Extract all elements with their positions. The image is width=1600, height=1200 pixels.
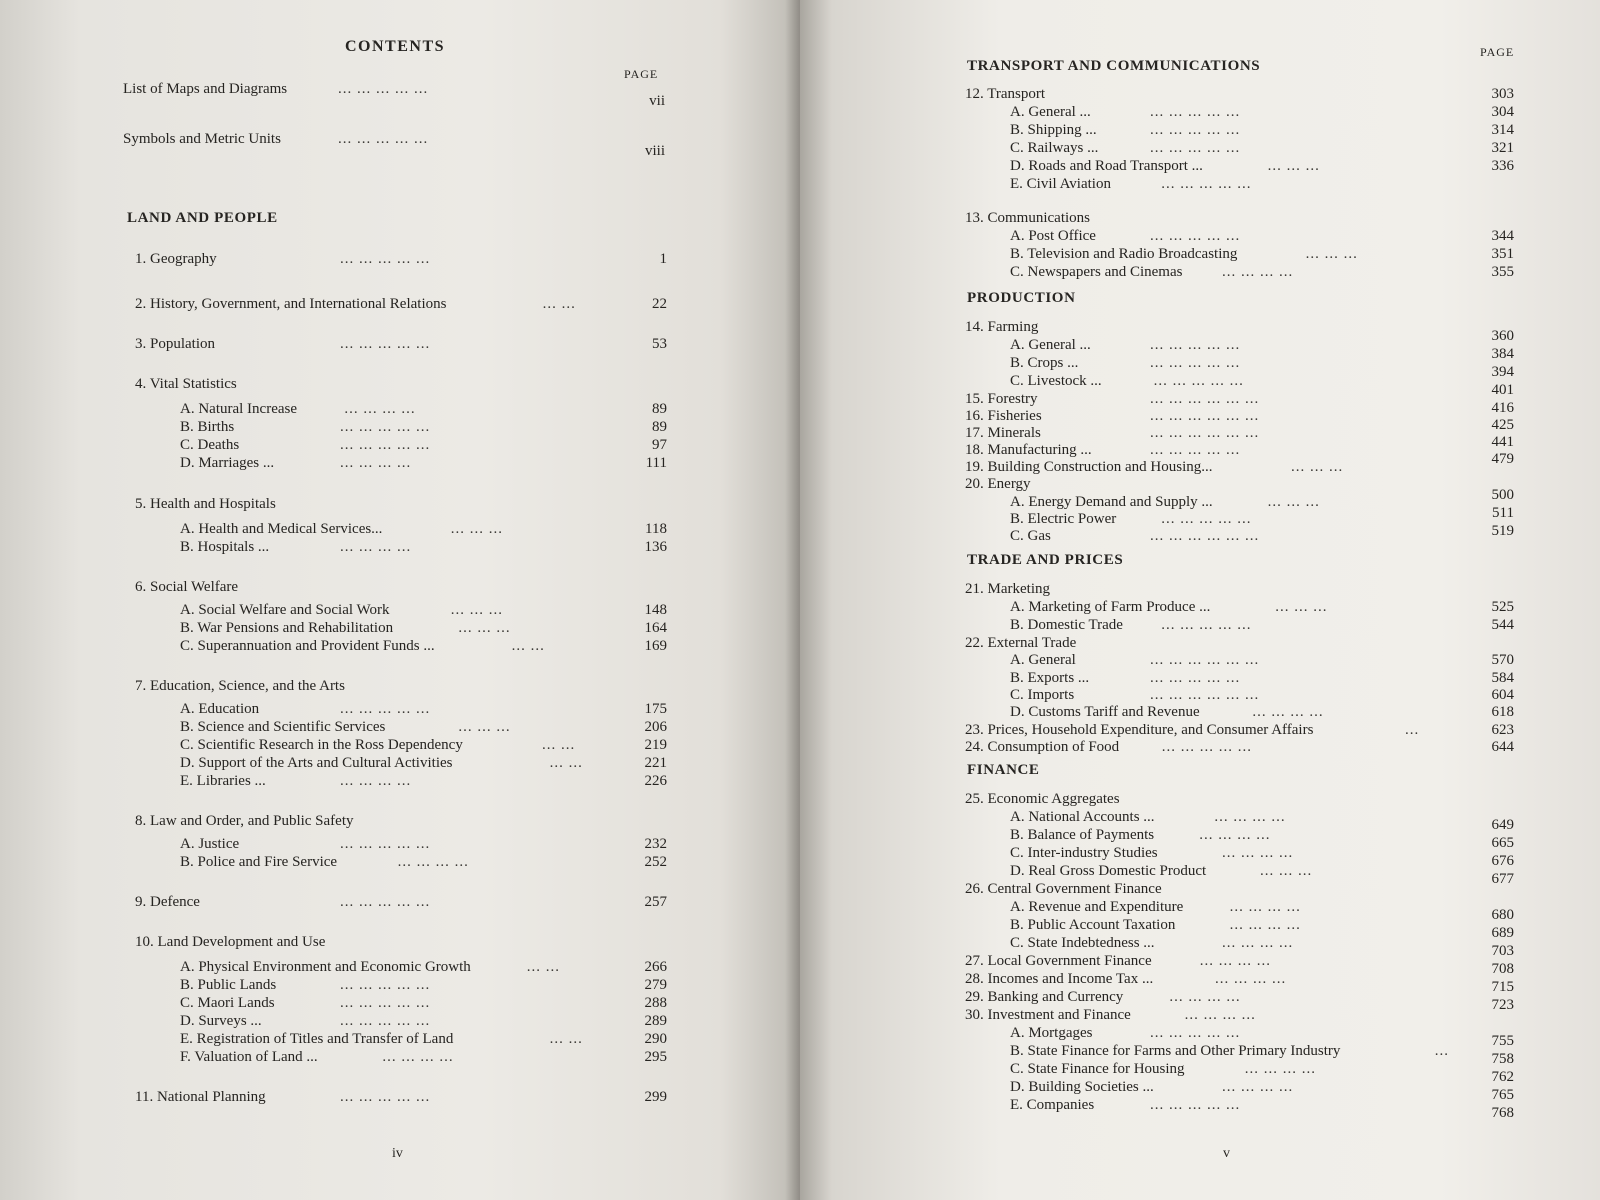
entry-leader-dots: ... ... ... ... ... (340, 437, 431, 453)
entry-title: 12. Transport (965, 86, 1046, 102)
entry-page-number: 394 (1491, 364, 1514, 380)
entry-leader-dots: ... ... ... ... (1169, 989, 1241, 1005)
entry-title: 28. Incomes and Income Tax ... (965, 971, 1154, 987)
entry-page-number: 314 (1491, 122, 1514, 138)
entry-leader-dots: ... ... ... ... (1222, 935, 1294, 951)
entry-title: 27. Local Government Finance (965, 953, 1152, 969)
entry-leader-dots: ... ... ... ... ... ... (1150, 408, 1260, 424)
entry-leader-dots: ... ... ... ... ... (1161, 176, 1252, 192)
entry-page-number: 351 (1491, 246, 1514, 262)
entry-leader-dots: ... ... ... ... (1184, 1007, 1256, 1023)
entry-leader-dots: ... ... ... ... ... (1150, 104, 1241, 120)
entry-leader-dots: ... ... ... ... (340, 539, 412, 555)
entry-page-number: 479 (1491, 451, 1514, 467)
entry-leader-dots: ... ... ... ... (340, 455, 412, 471)
entry-title: 29. Banking and Currency (965, 989, 1124, 1005)
entry-title: 3. Population (135, 336, 216, 352)
entry-title: 14. Farming (965, 319, 1039, 335)
entry-leader-dots: ... ... ... ... ... (340, 836, 431, 852)
entry-title: C. Gas (1010, 528, 1051, 544)
entry-leader-dots: ... ... ... (458, 719, 511, 735)
entry-leader-dots: ... ... ... ... ... (1150, 442, 1241, 458)
entry-leader-dots: ... ... ... ... ... (1150, 228, 1241, 244)
entry-title: E. Libraries ... (180, 773, 266, 789)
entry-page-number: 584 (1491, 670, 1514, 686)
entry-leader-dots: ... ... ... ... ... (338, 131, 429, 147)
entry-leader-dots: ... ... ... ... (1199, 827, 1271, 843)
entry-leader-dots: ... ... ... (1267, 158, 1320, 174)
entry-page-number: 703 (1491, 943, 1514, 959)
entry-page-number: 768 (1491, 1105, 1514, 1121)
entry-page-number: 89 (652, 401, 667, 417)
entry-leader-dots: ... ... ... ... ... ... (1150, 687, 1260, 703)
entry-page-number: 257 (644, 894, 667, 910)
entry-leader-dots: ... ... ... ... (1252, 704, 1324, 720)
entry-leader-dots: ... ... ... ... (1222, 1079, 1294, 1095)
entry-page-number: 677 (1491, 871, 1514, 887)
entry-title: B. Police and Fire Service (180, 854, 338, 870)
entry-title: 24. Consumption of Food (965, 739, 1120, 755)
entry-leader-dots: ... ... ... ... ... (1150, 355, 1241, 371)
entry-page-number: 604 (1491, 687, 1514, 703)
entry-page-number: 384 (1491, 346, 1514, 362)
entry-leader-dots: ... ... ... ... ... ... (1150, 528, 1260, 544)
entry-title: 26. Central Government Finance (965, 881, 1162, 897)
entry-leader-dots: ... ... ... ... ... (1161, 617, 1252, 633)
entry-page-number: 136 (644, 539, 667, 555)
entry-page-number: 118 (645, 521, 667, 537)
entry-page-number: 765 (1491, 1087, 1514, 1103)
entry-title: B. Exports ... (1010, 670, 1090, 686)
entry-title: D. Surveys ... (180, 1013, 262, 1029)
entry-title: A. Energy Demand and Supply ... (1010, 494, 1213, 510)
entry-title: 1. Geography (135, 251, 217, 267)
entry-title: 6. Social Welfare (135, 579, 239, 595)
entry-leader-dots: ... ... ... ... (1215, 971, 1287, 987)
entry-page-number: 755 (1491, 1033, 1514, 1049)
entry-title: 15. Forestry (965, 391, 1038, 407)
entry-page-number: 303 (1491, 86, 1514, 102)
entry-title: 18. Manufacturing ... (965, 442, 1092, 458)
entry-title: B. Crops ... (1010, 355, 1079, 371)
entry-leader-dots: ... ... ... ... ... ... (1150, 652, 1260, 668)
entry-title: 9. Defence (135, 894, 200, 910)
entry-leader-dots: ... ... ... ... (1229, 899, 1301, 915)
entry-title: D. Support of the Arts and Cultural Activities (180, 755, 453, 771)
entry-title: B. Electric Power (1010, 511, 1117, 527)
page-column-label: PAGE (1480, 45, 1515, 59)
entry-leader-dots: ... ... ... ... ... (1150, 337, 1241, 353)
entry-title: 16. Fisheries (965, 408, 1042, 424)
entry-leader-dots: ... ... ... ... ... (340, 336, 431, 352)
entry-page-number: 169 (644, 638, 667, 654)
entry-title: A. General ... (1010, 104, 1091, 120)
entry-title: A. Marketing of Farm Produce ... (1010, 599, 1211, 615)
entry-leader-dots: ... ... (542, 296, 576, 312)
entry-title: 25. Economic Aggregates (965, 791, 1120, 807)
entry-title: 2. History, Government, and International Relations (135, 296, 447, 312)
entry-leader-dots: ... ... ... ... ... (338, 81, 429, 97)
entry-leader-dots: ... ... ... (458, 620, 511, 636)
entry-page-number: 680 (1491, 907, 1514, 923)
entry-page-number: 336 (1491, 158, 1514, 174)
entry-page-number: 689 (1491, 925, 1514, 941)
section-heading: TRADE AND PRICES (967, 552, 1124, 568)
page-number-v: v (1223, 1146, 1230, 1161)
entry-title: 21. Marketing (965, 581, 1050, 597)
entry-page-number: 175 (644, 701, 667, 717)
entry-page-number: 762 (1491, 1069, 1514, 1085)
entry-leader-dots: ... ... ... ... ... (1150, 1025, 1241, 1041)
entry-page-number: 288 (644, 995, 667, 1011)
entry-title: D. Marriages ... (180, 455, 275, 471)
entry-leader-dots: ... ... ... ... ... (340, 251, 431, 267)
entry-leader-dots: ... ... ... ... ... (1150, 670, 1241, 686)
entry-title: E. Registration of Titles and Transfer of Land (180, 1031, 454, 1047)
entry-leader-dots: ... ... ... (1275, 599, 1328, 615)
entry-leader-dots: ... ... ... ... ... ... (1150, 391, 1260, 407)
entry-page-number: 97 (652, 437, 667, 453)
entry-title: E. Civil Aviation (1010, 176, 1111, 192)
entry-page-number: 511 (1492, 505, 1514, 521)
entry-page-number: 290 (644, 1031, 667, 1047)
entry-leader-dots: ... ... ... (1305, 246, 1358, 262)
entry-title: A. Education (180, 701, 260, 717)
entry-title: List of Maps and Diagrams (123, 81, 288, 97)
entry-leader-dots: ... ... ... ... ... (340, 894, 431, 910)
entry-title: C. State Indebtedness ... (1010, 935, 1155, 951)
contents-heading: CONTENTS (344, 38, 446, 55)
entry-title: D. Roads and Road Transport ... (1010, 158, 1203, 174)
entry-leader-dots: ... ... ... ... (397, 854, 469, 870)
entry-title: E. Companies (1010, 1097, 1095, 1113)
entry-page-number: 226 (644, 773, 667, 789)
entry-page-number: 344 (1491, 228, 1514, 244)
entry-page-number: 148 (644, 602, 667, 618)
entry-leader-dots: ... ... ... (1267, 494, 1320, 510)
entry-title: A. Mortgages (1010, 1025, 1093, 1041)
entry-title: B. Science and Scientific Services (180, 719, 386, 735)
entry-page-number: 525 (1491, 599, 1514, 615)
entry-title: C. Imports (1010, 687, 1075, 703)
entry-leader-dots: ... ... ... ... ... (340, 995, 431, 1011)
entry-leader-dots: ... ... ... ... (340, 773, 412, 789)
entry-title: B. Domestic Trade (1010, 617, 1123, 633)
entry-title: 4. Vital Statistics (135, 376, 237, 392)
entry-leader-dots: ... ... ... ... ... (340, 1013, 431, 1029)
entry-title: C. Deaths (180, 437, 240, 453)
section-heading: TRANSPORT AND COMMUNICATIONS (967, 58, 1261, 74)
entry-page-number: 416 (1491, 400, 1514, 416)
entry-title: 23. Prices, Household Expenditure, and Consumer Affairs (965, 722, 1314, 738)
entry-leader-dots: ... ... ... ... (1229, 917, 1301, 933)
entry-leader-dots: ... ... ... ... ... (1150, 122, 1241, 138)
entry-title: D. Customs Tariff and Revenue (1010, 704, 1200, 720)
entry-page-number: 570 (1491, 652, 1514, 668)
entry-leader-dots: ... ... ... ... (382, 1049, 454, 1065)
entry-page-number: 544 (1491, 617, 1514, 633)
entry-title: 5. Health and Hospitals (135, 496, 276, 512)
entry-title: B. Television and Radio Broadcasting (1010, 246, 1238, 262)
entry-title: A. Justice (180, 836, 240, 852)
entry-leader-dots: ... ... ... ... ... (1153, 373, 1244, 389)
entry-title: A. General (1010, 652, 1076, 668)
entry-page-number: 289 (644, 1013, 667, 1029)
entry-leader-dots: ... ... (511, 638, 545, 654)
entry-page-number: 715 (1491, 979, 1514, 995)
entry-leader-dots: ... ... ... ... ... (340, 1089, 431, 1105)
entry-page-number: 500 (1491, 487, 1514, 503)
entry-title: C. Superannuation and Provident Funds ... (180, 638, 435, 654)
entry-title: A. General ... (1010, 337, 1091, 353)
entry-page-number: 89 (652, 419, 667, 435)
entry-leader-dots: ... ... ... ... (1222, 264, 1294, 280)
entry-leader-dots: ... (1434, 1043, 1450, 1059)
entry-page-number: 360 (1491, 328, 1514, 344)
entry-title: B. War Pensions and Rehabilitation (180, 620, 394, 636)
entry-leader-dots: ... ... ... ... (1214, 809, 1286, 825)
entry-title: B. Shipping ... (1010, 122, 1097, 138)
entry-leader-dots: ... ... ... (450, 602, 504, 618)
entry-page-number: 22 (652, 296, 667, 312)
entry-title: 13. Communications (965, 210, 1090, 226)
entry-page-number: 623 (1491, 722, 1514, 738)
entry-title: 20. Energy (965, 476, 1031, 492)
right-page (800, 0, 1600, 1200)
entry-title: C. Maori Lands (180, 995, 275, 1011)
entry-page-number: 644 (1491, 739, 1514, 755)
entry-leader-dots: ... ... ... ... ... (340, 419, 431, 435)
entry-leader-dots: ... ... ... ... (1199, 953, 1272, 969)
entry-page-number: 519 (1491, 523, 1514, 539)
entry-title: B. Public Lands (180, 977, 277, 993)
entry-title: C. Scientific Research in the Ross Dependency (180, 737, 463, 753)
entry-title: 7. Education, Science, and the Arts (135, 678, 345, 694)
entry-page-number: 649 (1491, 817, 1514, 833)
entry-leader-dots: ... ... ... ... (1222, 845, 1294, 861)
entry-title: Symbols and Metric Units (123, 131, 281, 147)
page-number-iv: iv (392, 1146, 403, 1161)
section-heading: FINANCE (967, 762, 1040, 778)
entry-page-number: vii (649, 93, 665, 109)
entry-page-number: 232 (644, 836, 667, 852)
entry-title: A. Revenue and Expenditure (1010, 899, 1184, 915)
entry-title: A. Post Office (1010, 228, 1096, 244)
section-heading-land-and-people: LAND AND PEOPLE (127, 210, 278, 226)
entry-page-number: 111 (645, 455, 667, 471)
entry-page-number: 758 (1491, 1051, 1514, 1067)
entry-page-number: 708 (1491, 961, 1514, 977)
entry-leader-dots: ... ... ... ... ... (1161, 511, 1252, 527)
entry-page-number: 206 (644, 719, 667, 735)
entry-leader-dots: ... ... ... ... (1244, 1061, 1317, 1077)
entry-page-number: 266 (644, 959, 667, 975)
entry-title: B. Hospitals ... (180, 539, 270, 555)
entry-page-number: 1 (659, 251, 667, 267)
entry-title: B. Births (180, 419, 235, 435)
entry-title: A. Physical Environment and Economic Growth (180, 959, 471, 975)
entry-title: 11. National Planning (135, 1089, 266, 1105)
entry-leader-dots: ... ... (549, 755, 583, 771)
entry-title: 30. Investment and Finance (965, 1007, 1131, 1023)
entry-page-number: 304 (1491, 104, 1514, 120)
entry-title: F. Valuation of Land ... (180, 1049, 318, 1065)
entry-page-number: 299 (644, 1089, 667, 1105)
entry-page-number: viii (644, 143, 665, 159)
entry-title: 10. Land Development and Use (135, 934, 326, 950)
entry-leader-dots: ... ... (542, 737, 576, 753)
entry-title: B. Balance of Payments (1010, 827, 1155, 843)
entry-title: B. State Finance for Farms and Other Primary Industry (1010, 1043, 1341, 1059)
entry-title: A. National Accounts ... (1010, 809, 1155, 825)
entry-title: B. Public Account Taxation (1010, 917, 1176, 933)
entry-page-number: 221 (644, 755, 667, 771)
entry-page-number: 164 (644, 620, 667, 636)
entry-page-number: 618 (1491, 704, 1514, 720)
entry-leader-dots: ... (1405, 722, 1420, 738)
entry-leader-dots: ... ... ... ... ... (1150, 1097, 1241, 1113)
entry-title: 8. Law and Order, and Public Safety (135, 813, 354, 829)
entry-page-number: 219 (644, 737, 667, 753)
entry-title: C. Newspapers and Cinemas (1010, 264, 1183, 280)
entry-title: 17. Minerals (965, 425, 1041, 441)
entry-leader-dots: ... ... (549, 1031, 583, 1047)
entry-title: D. Real Gross Domestic Product (1010, 863, 1207, 879)
entry-leader-dots: ... ... ... ... ... (340, 977, 431, 993)
entry-page-number: 321 (1491, 140, 1514, 156)
entry-page-number: 665 (1491, 835, 1514, 851)
entry-page-number: 723 (1491, 997, 1514, 1013)
entry-title: C. Inter-industry Studies (1010, 845, 1158, 861)
entry-page-number: 355 (1491, 264, 1514, 280)
entry-page-number: 295 (644, 1049, 667, 1065)
entry-page-number: 252 (644, 854, 667, 870)
entry-title: C. Railways ... (1010, 140, 1099, 156)
entry-title: 19. Building Construction and Housing... (965, 459, 1213, 475)
entry-leader-dots: ... ... ... ... ... (1150, 140, 1241, 156)
entry-title: A. Social Welfare and Social Work (180, 602, 390, 618)
entry-leader-dots: ... ... ... ... ... ... (1150, 425, 1260, 441)
entry-title: D. Building Societies ... (1010, 1079, 1154, 1095)
entry-page-number: 676 (1491, 853, 1514, 869)
entry-page-number: 53 (652, 336, 667, 352)
page-column-label: PAGE (624, 67, 659, 81)
entry-leader-dots: ... ... ... (1291, 459, 1344, 475)
entry-page-number: 279 (644, 977, 667, 993)
section-heading: PRODUCTION (967, 290, 1076, 306)
entry-leader-dots: ... ... ... (450, 521, 504, 537)
entry-title: A. Health and Medical Services... (180, 521, 383, 537)
entry-title: 22. External Trade (965, 635, 1077, 651)
entry-leader-dots: ... ... ... ... ... (340, 701, 431, 717)
entry-title: C. Livestock ... (1010, 373, 1102, 389)
entry-page-number: 425 (1491, 417, 1514, 433)
entry-page-number: 441 (1491, 434, 1514, 450)
entry-leader-dots: ... ... ... ... (344, 401, 416, 417)
entry-page-number: 401 (1491, 382, 1514, 398)
entry-title: C. State Finance for Housing (1010, 1061, 1185, 1077)
entry-title: A. Natural Increase (180, 401, 298, 417)
entry-leader-dots: ... ... (526, 959, 561, 975)
entry-leader-dots: ... ... ... ... ... (1161, 739, 1253, 755)
entry-leader-dots: ... ... ... (1260, 863, 1313, 879)
